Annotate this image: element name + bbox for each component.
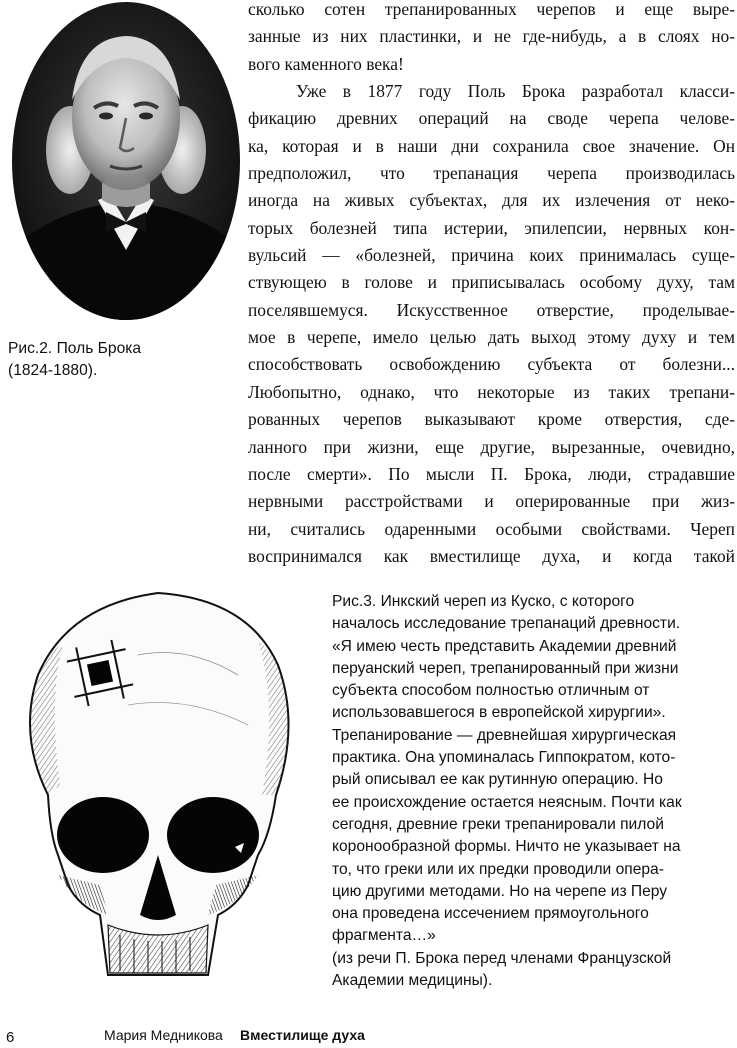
page-number: 6 [6,1029,15,1046]
footer-author: Мария Медникова [104,1027,223,1043]
body-line: мое в черепе, имело целью дать выход этому духу и тем [248,327,735,348]
caption-line: (из речи П. Брока перед членами Французской [332,949,672,967]
body-line: рованных черепов выказывают кроме отверстия, сде- [248,409,735,430]
caption-line: началось исследование трепанаций древности. [332,615,681,633]
caption-line: рый описывал ее как рутинную операцию. Но [332,771,663,789]
body-line: ни, считались одаренными особыми свойствами. Череп [248,518,735,539]
caption-line: коронообразной формы. Ничто не указывает на [332,838,681,856]
caption-line: практика. Она упоминалась Гиппократом, кото- [332,749,676,767]
caption-line: субъекта способом полностью отличным от [332,682,650,700]
body-line: вого каменного века! [248,53,404,74]
caption-line: Академии медицины). [332,972,493,990]
caption-line: использовавшегося в европейской хирургии». [332,704,666,722]
page-footer [0,1025,737,1047]
caption-line: сегодня, древние греки трепанировали пилой [332,815,664,833]
body-line: воспринимался как вместилище духа, и когда такой [248,545,735,566]
caption-line: фрагмента…» [332,927,436,945]
body-line: Любопытно, однако, что некоторые из таких трепани- [248,381,735,402]
footer-book-title: Вместилище духа [240,1027,365,1043]
body-line: Уже в 1877 году Поль Брока разработал класси- [296,81,735,102]
paul-broca-portrait [10,0,242,322]
body-line: сколько сотен трепанированных черепов и еще выре- [248,0,735,19]
body-line: торых болезней типа истерии, эпилепсии, нервных кон- [248,217,735,238]
body-line: ствующею в голове и приписывалась особому духу, там [248,272,735,293]
body-line: ка, которая и в наши дни сохранила свое значение. Он [248,135,735,156]
body-line: занные из них пластинки, и не где-нибудь, а в слоях но- [248,26,735,47]
figure-2-caption [8,338,228,382]
caption-line: она проведена иссечением прямоугольного [332,905,649,923]
body-line: вульсий — «болезней, причина коих принималась суще- [248,245,735,266]
body-line: ланного при жизни, еще другие, вырезанные, очевидно, [248,436,735,457]
caption-line: «Я имею честь представить Академии древний [332,637,677,655]
caption-line: цию другими методами. Но на черепе из Перу [332,882,668,900]
body-line: нервными расстройствами и оперированные при жиз- [248,491,735,512]
body-line: фикацию древних операций на своде черепа челове- [248,108,735,129]
caption-line: Трепанирование — древнейшая хирургическая [332,726,677,744]
figure-3-caption [332,591,737,992]
caption-line: то, что греки или их предки проводили опера- [332,860,664,878]
caption-line: ее происхождение остается неясным. Почти как [332,793,682,811]
body-paragraphs [248,0,735,570]
inca-skull-illustration [8,585,308,985]
body-line: поселявшемуся. Искусственное отверстие, проделывае- [248,299,735,320]
body-line: способствовать освобождению субъекта от болезни... [248,354,735,375]
caption-line: (1824-1880). [8,362,98,379]
caption-line: Рис.3. Инкский череп из Куско, с которого [332,593,635,610]
caption-line: Рис.2. Поль Брока [8,340,142,357]
body-line: после смерти». По мысли П. Брока, люди, страдавшие [248,463,735,484]
body-line: иногда на живых субъектах, для их излечения от неко- [248,190,735,211]
caption-line: перуанский череп, трепанированный при жизни [332,659,679,677]
body-line: предположил, что трепанация черепа производилась [248,163,735,184]
